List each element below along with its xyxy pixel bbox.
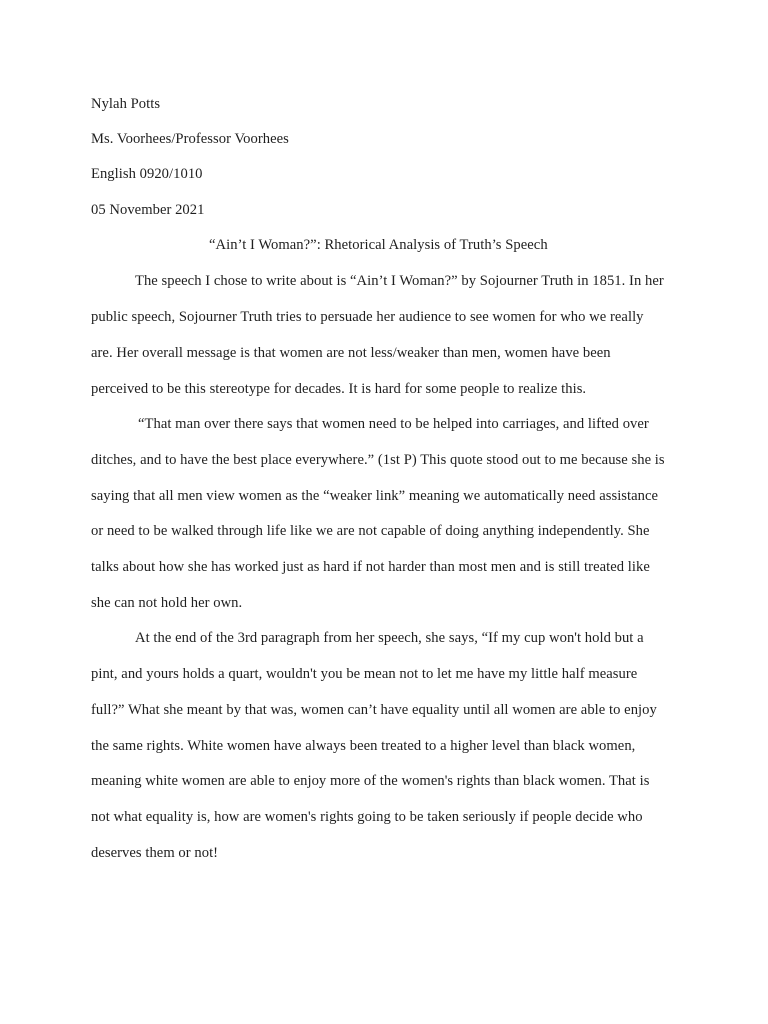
- paragraph-3-line-2: pint, and yours holds a quart, wouldn't you be mean not to let me have my little half measure: [91, 666, 638, 682]
- paragraph-1-line-4: perceived to be this stereotype for decades. It is hard for some people to realize this.: [91, 381, 587, 397]
- paragraph-3-line-6: not what equality is, how are women's rights going to be taken seriously if people decide who: [91, 809, 643, 825]
- student-name: Nylah Potts: [91, 96, 161, 112]
- paragraph-1-line-2: public speech, Sojourner Truth tries to persuade her audience to see women for who we really: [91, 309, 644, 325]
- paragraph-1-line-3: are. Her overall message is that women are not less/weaker than men, women have been: [91, 345, 611, 361]
- document-date: 05 November 2021: [91, 202, 205, 218]
- paragraph-2-line-5: talks about how she has worked just as hard if not harder than most men and is still treated like: [91, 559, 650, 575]
- paragraph-3-line-5: meaning white women are able to enjoy more of the women's rights than black women. That is: [91, 773, 650, 789]
- paragraph-2-line-1: “That man over there says that women need to be helped into carriages, and lifted over: [138, 416, 649, 432]
- paragraph-3-line-7: deserves them or not!: [91, 845, 219, 861]
- paragraph-3-line-4: the same rights. White women have always been treated to a higher level than black women,: [91, 738, 636, 754]
- paragraph-2-line-6: she can not hold her own.: [91, 595, 243, 611]
- document-title: “Ain’t I Woman?”: Rhetorical Analysis of Truth’s Speech: [209, 237, 548, 253]
- paragraph-2-line-2: ditches, and to have the best place everywhere.” (1st P) This quote stood out to me because she is: [91, 452, 665, 468]
- instructor-name: Ms. Voorhees/Professor Voorhees: [91, 131, 289, 147]
- paragraph-3-line-1: At the end of the 3rd paragraph from her speech, she says, “If my cup won't hold but a: [135, 630, 644, 646]
- paragraph-3-line-3: full?” What she meant by that was, women can’t have equality until all women are able to enjoy: [91, 702, 657, 718]
- paragraph-1-line-1: The speech I chose to write about is “Ain’t I Woman?” by Sojourner Truth in 1851. In her: [135, 273, 664, 289]
- paragraph-2-line-3: saying that all men view women as the “weaker link” meaning we automatically need assistance: [91, 488, 659, 504]
- course-name: English 0920/1010: [91, 166, 203, 182]
- paragraph-2-line-4: or need to be walked through life like we are not capable of doing anything independently. She: [91, 523, 650, 539]
